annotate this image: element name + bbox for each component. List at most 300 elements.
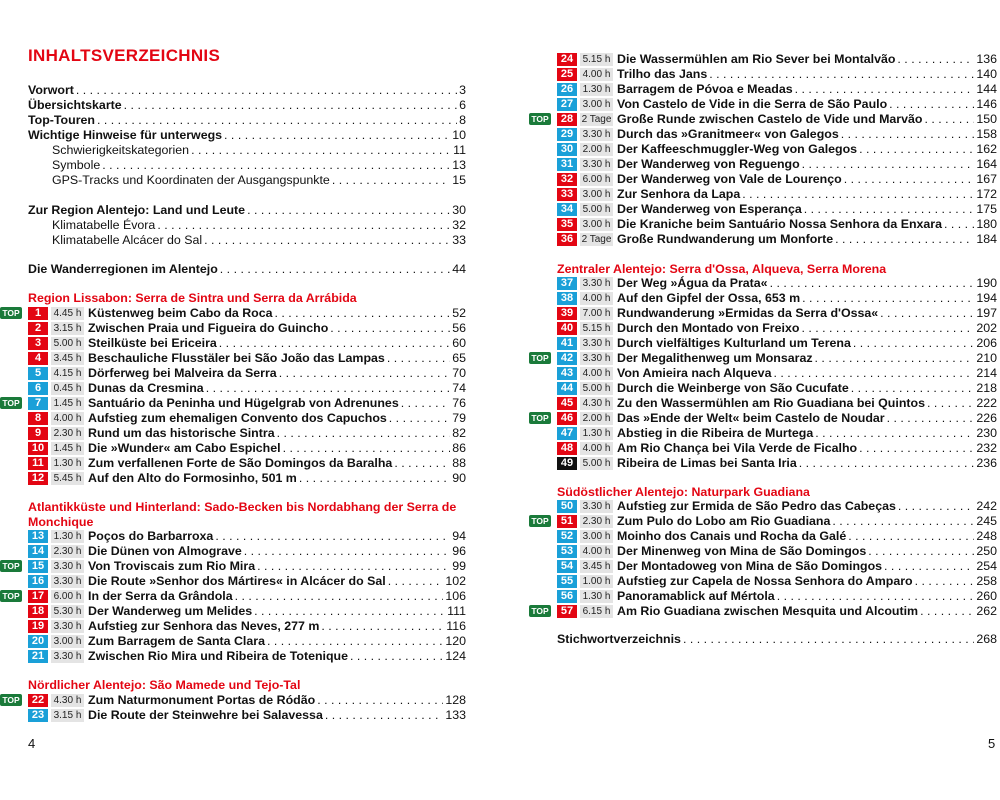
tour-title: Rund um das historische Sintra xyxy=(88,426,275,440)
dot-leader xyxy=(853,336,974,351)
tour-entry[interactable] xyxy=(28,456,466,471)
tour-entry[interactable] xyxy=(557,441,997,456)
dot-leader xyxy=(321,619,444,634)
tour-entry[interactable] xyxy=(557,411,997,426)
dot-leader xyxy=(859,441,974,456)
tour-duration: 3.30 h xyxy=(51,650,84,663)
tour-duration: 1.45 h xyxy=(51,397,84,410)
toc-entry-page: 15 xyxy=(452,173,466,187)
dot-leader xyxy=(157,218,450,233)
dot-leader xyxy=(709,67,974,82)
tour-number-badge: 37 xyxy=(557,277,577,290)
tour-page: 230 xyxy=(976,426,997,440)
tour-title: Zum Pulo do Lobo am Rio Guadiana xyxy=(617,514,831,528)
tour-entry[interactable] xyxy=(557,172,997,187)
tour-duration: 4.15 h xyxy=(51,367,84,380)
dot-leader xyxy=(247,203,450,218)
tour-number-badge: 51 xyxy=(557,515,577,528)
tour-number-badge: 21 xyxy=(28,650,48,663)
tour-number-badge: 53 xyxy=(557,545,577,558)
tour-page: 180 xyxy=(976,217,997,231)
tour-entry[interactable] xyxy=(557,202,997,217)
tour-duration: 5.00 h xyxy=(580,203,613,216)
toc-entry[interactable] xyxy=(28,98,466,113)
tour-entry[interactable] xyxy=(28,426,466,441)
tour-page: 167 xyxy=(976,172,997,186)
tour-entry[interactable] xyxy=(28,366,466,381)
tour-number-badge: 18 xyxy=(28,605,48,618)
tour-title: Auf den Gipfel der Ossa, 653 m xyxy=(617,291,801,305)
tour-duration: 4.00 h xyxy=(580,442,613,455)
tour-number-badge: 31 xyxy=(557,158,577,171)
tour-number-badge: 26 xyxy=(557,83,577,96)
dot-leader xyxy=(887,411,975,426)
dot-leader xyxy=(848,529,974,544)
tour-title: Auf den Alto do Formosinho, 501 m xyxy=(88,471,297,485)
tour-duration: 4.00 h xyxy=(580,292,613,305)
toc-entry-title: Wichtige Hinweise für unterwegs xyxy=(28,128,223,142)
tour-title: Von Troviscais zum Rio Mira xyxy=(88,559,256,573)
tour-number-badge: 48 xyxy=(557,442,577,455)
tour-duration: 4.00 h xyxy=(580,68,613,81)
dot-leader xyxy=(897,52,974,67)
tour-entry[interactable] xyxy=(557,574,997,589)
tour-number-badge: 50 xyxy=(557,500,577,513)
tour-entry[interactable] xyxy=(557,456,997,471)
tour-page: 226 xyxy=(976,411,997,425)
tour-title: Der Minenweg von Mina de São Domingos xyxy=(617,544,867,558)
dot-leader xyxy=(944,217,974,232)
tour-entry[interactable] xyxy=(28,604,466,619)
tour-duration: 2.00 h xyxy=(580,412,613,425)
toc-entry-title: Vorwort xyxy=(28,83,74,97)
tour-number-badge: 41 xyxy=(557,337,577,350)
tour-page: 106 xyxy=(445,589,466,603)
dot-leader xyxy=(841,127,975,142)
tour-page: 184 xyxy=(976,232,997,246)
tour-entry[interactable] xyxy=(557,426,997,441)
top-tour-badge: TOP xyxy=(529,605,551,617)
toc-entry[interactable] xyxy=(52,233,466,248)
dot-leader xyxy=(389,411,450,426)
dot-leader xyxy=(191,143,451,158)
tour-page: 86 xyxy=(452,441,466,455)
tour-entry[interactable] xyxy=(28,649,466,664)
tour-entry[interactable] xyxy=(28,693,466,708)
toc-entry-page: 11 xyxy=(453,143,466,157)
dot-leader xyxy=(773,366,974,381)
dot-leader xyxy=(204,233,450,248)
tour-entry[interactable] xyxy=(28,529,466,544)
tour-duration: 5.15 h xyxy=(580,322,613,335)
tour-entry[interactable] xyxy=(557,351,997,366)
tour-entry[interactable] xyxy=(28,321,466,336)
toc-entry[interactable] xyxy=(28,203,466,218)
tour-duration: 2.30 h xyxy=(51,545,84,558)
tour-number-badge: 45 xyxy=(557,397,577,410)
tour-page: 202 xyxy=(976,321,997,335)
top-tour-badge: TOP xyxy=(529,412,551,424)
dot-leader xyxy=(257,559,450,574)
tour-entry[interactable] xyxy=(557,232,997,247)
tour-number-badge: 24 xyxy=(557,53,577,66)
tour-entry[interactable] xyxy=(28,336,466,351)
tour-entry[interactable] xyxy=(557,157,997,172)
tour-title: Ribeira de Limas bei Santa Iria xyxy=(617,456,797,470)
tour-number-badge: 42 xyxy=(557,352,577,365)
toc-entry-page: 30 xyxy=(452,203,466,217)
tour-number-badge: 35 xyxy=(557,218,577,231)
dot-leader xyxy=(275,306,451,321)
tour-duration: 2.30 h xyxy=(51,427,84,440)
dot-leader xyxy=(102,158,450,173)
tour-entry[interactable] xyxy=(557,291,997,306)
tour-number-badge: 56 xyxy=(557,590,577,603)
tour-number-badge: 27 xyxy=(557,98,577,111)
dot-leader xyxy=(815,351,975,366)
tour-number-badge: 32 xyxy=(557,173,577,186)
section-heading: Südöstlicher Alentejo: Naturpark Guadiana xyxy=(557,485,810,499)
tour-number-badge: 6 xyxy=(28,382,48,395)
tour-title: Durch den Montado von Freixo xyxy=(617,321,800,335)
top-tour-badge: TOP xyxy=(0,397,22,409)
tour-page: 52 xyxy=(452,306,466,320)
dot-leader xyxy=(924,112,974,127)
dot-leader xyxy=(795,82,975,97)
tour-title: Abstieg in die Ribeira de Murtega xyxy=(617,426,814,440)
tour-duration: 3.00 h xyxy=(580,218,613,231)
tour-page: 260 xyxy=(976,589,997,603)
top-tour-badge: TOP xyxy=(0,590,22,602)
tour-title: Panoramablick auf Mértola xyxy=(617,589,775,603)
tour-duration: 6.00 h xyxy=(51,590,84,603)
tour-page: 111 xyxy=(447,604,466,618)
tour-title: Rundwanderung »Ermidas da Serra d'Ossa« xyxy=(617,306,879,320)
tour-number-badge: 52 xyxy=(557,530,577,543)
dot-leader xyxy=(394,456,450,471)
tour-page: 194 xyxy=(976,291,997,305)
tour-entry[interactable] xyxy=(557,499,997,514)
tour-page: 242 xyxy=(976,499,997,513)
tour-title: Der Weg »Água da Prata« xyxy=(617,276,768,290)
dot-leader xyxy=(124,98,457,113)
page-title: INHALTSVERZEICHNIS xyxy=(28,46,221,65)
tour-entry[interactable] xyxy=(557,217,997,232)
tour-duration: 3.00 h xyxy=(580,98,613,111)
tour-entry[interactable] xyxy=(557,381,997,396)
tour-title: Der Wanderweg von Reguengo xyxy=(617,157,800,171)
tour-number-badge: 4 xyxy=(28,352,48,365)
dot-leader xyxy=(851,381,975,396)
tour-duration: 3.00 h xyxy=(580,530,613,543)
tour-entry[interactable] xyxy=(557,127,997,142)
dot-leader xyxy=(220,262,450,277)
toc-entry-title: Symbole xyxy=(52,158,101,172)
tour-page: 236 xyxy=(976,456,997,470)
tour-title: Das »Ende der Welt« beim Castelo de Noudar xyxy=(617,411,885,425)
toc-entry-title: Die Wanderregionen im Alentejo xyxy=(28,262,218,276)
section-heading: Nördlicher Alentejo: São Mamede und Tejo-Tal xyxy=(28,678,301,692)
tour-duration: 4.30 h xyxy=(580,397,613,410)
tour-title: Zum Naturmonument Portas de Ródão xyxy=(88,693,316,707)
toc-entry-page: 13 xyxy=(452,158,466,172)
tour-duration: 5.45 h xyxy=(51,472,84,485)
tour-page: 133 xyxy=(445,708,466,722)
tour-duration: 1.45 h xyxy=(51,442,84,455)
tour-page: 232 xyxy=(976,441,997,455)
tour-title: Die Route »Senhor dos Mártires« in Alcácer do Sal xyxy=(88,574,386,588)
tour-number-badge: 1 xyxy=(28,307,48,320)
tour-duration: 3.15 h xyxy=(51,709,84,722)
tour-number-badge: 25 xyxy=(557,68,577,81)
tour-entry[interactable] xyxy=(557,336,997,351)
tour-entry[interactable] xyxy=(557,604,997,619)
tour-entry[interactable] xyxy=(557,321,997,336)
tour-title: Zum Barragem de Santa Clara xyxy=(88,634,265,648)
tour-page: 116 xyxy=(446,619,466,633)
tour-entry[interactable] xyxy=(28,708,466,723)
dot-leader xyxy=(235,589,444,604)
tour-entry[interactable] xyxy=(28,634,466,649)
tour-entry[interactable] xyxy=(557,276,997,291)
tour-number-badge: 30 xyxy=(557,143,577,156)
toc-entry[interactable] xyxy=(28,113,466,128)
tour-page: 88 xyxy=(452,456,466,470)
tour-page: 172 xyxy=(976,187,997,201)
tour-entry[interactable] xyxy=(557,112,997,127)
tour-duration: 4.00 h xyxy=(580,545,613,558)
tour-page: 136 xyxy=(976,52,997,66)
tour-duration: 3.30 h xyxy=(51,575,84,588)
tour-number-badge: 5 xyxy=(28,367,48,380)
tour-duration: 5.00 h xyxy=(580,382,613,395)
tour-title: Küstenweg beim Cabo da Roca xyxy=(88,306,273,320)
tour-duration: 3.30 h xyxy=(580,337,613,350)
tour-entry[interactable] xyxy=(557,67,997,82)
section-heading: Region Lissabon: Serra de Sintra und Serra da Arrábida xyxy=(28,291,357,305)
dot-leader xyxy=(224,128,450,143)
tour-page: 102 xyxy=(445,574,466,588)
tour-duration: 2 Tage xyxy=(581,114,612,125)
tour-entry[interactable] xyxy=(28,306,466,321)
tour-page: 144 xyxy=(976,82,997,96)
tour-entry[interactable] xyxy=(557,82,997,97)
dot-leader xyxy=(683,632,974,647)
tour-number-badge: 38 xyxy=(557,292,577,305)
tour-page: 218 xyxy=(976,381,997,395)
tour-title: Die Wassermühlen am Rio Sever bei Montalvão xyxy=(617,52,896,66)
dot-leader xyxy=(277,426,451,441)
tour-number-badge: 36 xyxy=(557,233,577,246)
dot-leader xyxy=(802,291,974,306)
tour-number-badge: 13 xyxy=(28,530,48,543)
tour-title: Große Runde zwischen Castelo de Vide und Marvão xyxy=(617,112,923,126)
toc-entry[interactable] xyxy=(52,218,466,233)
tour-page: 65 xyxy=(452,351,466,365)
tour-entry[interactable] xyxy=(28,411,466,426)
tour-entry[interactable] xyxy=(28,396,466,411)
tour-number-badge: 23 xyxy=(28,709,48,722)
tour-title: Beschauliche Flusstäler bei São João das Lampas xyxy=(88,351,385,365)
tour-number-badge: 57 xyxy=(557,605,577,618)
tour-entry[interactable] xyxy=(557,529,997,544)
dot-leader xyxy=(387,351,450,366)
page-number-left: 4 xyxy=(28,736,36,751)
tour-number-badge: 2 xyxy=(28,322,48,335)
tour-entry[interactable] xyxy=(28,471,466,486)
dot-leader xyxy=(920,604,974,619)
tour-entry[interactable] xyxy=(28,589,466,604)
dot-leader xyxy=(802,157,975,172)
tour-number-badge: 7 xyxy=(28,397,48,410)
tour-number-badge: 28 xyxy=(557,113,577,126)
tour-title: Der Montadoweg von Mina de São Domingos xyxy=(617,559,883,573)
tour-entry[interactable] xyxy=(557,559,997,574)
dot-leader xyxy=(927,396,974,411)
tour-number-badge: 14 xyxy=(28,545,48,558)
dot-leader xyxy=(254,604,445,619)
top-tour-badge: TOP xyxy=(529,352,551,364)
toc-entry-page: 3 xyxy=(459,83,466,97)
tour-entry[interactable] xyxy=(28,574,466,589)
dot-leader xyxy=(770,276,975,291)
dot-leader xyxy=(325,708,443,723)
tour-page: 214 xyxy=(976,366,997,380)
tour-duration: 1.30 h xyxy=(580,427,613,440)
tour-number-badge: 19 xyxy=(28,620,48,633)
tour-entry[interactable] xyxy=(28,544,466,559)
dot-leader xyxy=(915,574,975,589)
dot-leader xyxy=(401,396,450,411)
tour-page: 90 xyxy=(452,471,466,485)
tour-entry[interactable] xyxy=(28,619,466,634)
tour-entry[interactable] xyxy=(557,544,997,559)
tour-duration: 4.30 h xyxy=(51,694,84,707)
tour-duration: 3.45 h xyxy=(580,560,613,573)
toc-entry[interactable] xyxy=(52,173,466,188)
tour-title: Santuário da Peninha und Hügelgrab von Adrenunes xyxy=(88,396,399,410)
tour-entry[interactable] xyxy=(557,142,997,157)
tour-title: Zu den Wassermühlen am Rio Guadiana bei Quintos xyxy=(617,396,925,410)
tour-page: 56 xyxy=(452,321,466,335)
tour-page: 124 xyxy=(445,649,466,663)
tour-entry[interactable] xyxy=(557,396,997,411)
tour-number-badge: 10 xyxy=(28,442,48,455)
page-number-right: 5 xyxy=(988,736,996,751)
tour-title: Trilho das Jans xyxy=(617,67,708,81)
tour-duration: 3.30 h xyxy=(580,158,613,171)
tour-number-badge: 44 xyxy=(557,382,577,395)
tour-entry[interactable] xyxy=(28,441,466,456)
toc-entry[interactable] xyxy=(52,143,466,158)
dot-leader xyxy=(801,321,974,336)
tour-entry[interactable] xyxy=(557,187,997,202)
tour-duration: 3.30 h xyxy=(51,560,84,573)
tour-title: Dörferweg bei Malveira da Serra xyxy=(88,366,277,380)
tour-entry[interactable] xyxy=(28,559,466,574)
dot-leader xyxy=(859,142,974,157)
dot-leader xyxy=(76,83,457,98)
toc-entry-index[interactable] xyxy=(557,632,997,647)
tour-page: 262 xyxy=(976,604,997,618)
tour-duration: 4.45 h xyxy=(51,307,84,320)
tour-number-badge: 33 xyxy=(557,188,577,201)
tour-page: 175 xyxy=(976,202,997,216)
tour-duration: 0.45 h xyxy=(51,382,84,395)
tour-entry[interactable] xyxy=(28,381,466,396)
dot-leader xyxy=(244,544,450,559)
tour-duration: 3.00 h xyxy=(51,635,84,648)
tour-title: Der Wanderweg von Esperança xyxy=(617,202,802,216)
dot-leader xyxy=(206,381,451,396)
dot-leader xyxy=(880,306,974,321)
toc-entry[interactable] xyxy=(52,158,466,173)
tour-duration: 6.00 h xyxy=(580,173,613,186)
toc-entry[interactable] xyxy=(28,128,466,143)
tour-title: Zwischen Praia und Figueira do Guincho xyxy=(88,321,329,335)
dot-leader xyxy=(799,456,975,471)
toc-entry-page: 6 xyxy=(459,98,466,112)
toc-entry-title: Klimatabelle Alcácer do Sal xyxy=(52,233,203,247)
toc-entry[interactable] xyxy=(28,262,466,277)
tour-title: Zum verfallenen Forte de São Domingos da Baralha xyxy=(88,456,393,470)
dot-leader xyxy=(215,529,450,544)
tour-page: 162 xyxy=(976,142,997,156)
tour-entry[interactable] xyxy=(557,52,997,67)
tour-title: Durch das »Granitmeer« von Galegos xyxy=(617,127,839,141)
tour-duration: 1.30 h xyxy=(580,83,613,96)
tour-entry[interactable] xyxy=(557,589,997,604)
tour-duration: 4.00 h xyxy=(51,412,84,425)
tour-page: 190 xyxy=(976,276,997,290)
tour-page: 197 xyxy=(976,306,997,320)
tour-entry[interactable] xyxy=(28,351,466,366)
tour-duration: 3.30 h xyxy=(580,352,613,365)
toc-entry-title: GPS-Tracks und Koordinaten der Ausgangspunkte xyxy=(52,173,330,187)
tour-entry[interactable] xyxy=(557,97,997,112)
dot-leader xyxy=(742,187,974,202)
toc-entry-title: Zur Region Alentejo: Land und Leute xyxy=(28,203,246,217)
section-heading: Zentraler Alentejo: Serra d'Ossa, Alqueva, Serra Morena xyxy=(557,262,887,276)
tour-page: 76 xyxy=(452,396,466,410)
toc-entry-page: 33 xyxy=(452,233,466,247)
tour-page: 94 xyxy=(452,529,466,543)
tour-duration: 2.00 h xyxy=(580,143,613,156)
tour-number-badge: 43 xyxy=(557,367,577,380)
tour-duration: 1.30 h xyxy=(580,590,613,603)
tour-duration: 2 Tage xyxy=(581,234,612,245)
tour-duration: 5.00 h xyxy=(51,337,84,350)
tour-title: Aufstieg zur Capela de Nossa Senhora do Amparo xyxy=(617,574,913,588)
tour-title: Zur Senhora da Lapa xyxy=(617,187,741,201)
tour-entry[interactable] xyxy=(557,366,997,381)
tour-page: 140 xyxy=(976,67,997,81)
tour-entry[interactable] xyxy=(557,306,997,321)
toc-entry-page: 268 xyxy=(976,632,997,646)
tour-number-badge: 47 xyxy=(557,427,577,440)
tour-title: Der Kaffeeschmuggler-Weg von Galegos xyxy=(617,142,858,156)
tour-number-badge: 9 xyxy=(28,427,48,440)
tour-duration: 5.30 h xyxy=(51,605,84,618)
tour-title: Von Castelo de Vide in die Serra de São Paulo xyxy=(617,97,888,111)
tour-page: 99 xyxy=(452,559,466,573)
tour-duration: 3.30 h xyxy=(580,277,613,290)
dot-leader xyxy=(815,426,974,441)
toc-entry-page: 8 xyxy=(459,113,466,127)
tour-entry[interactable] xyxy=(557,514,997,529)
tour-title: Poços do Barbarroxa xyxy=(88,529,214,543)
toc-entry[interactable] xyxy=(28,83,466,98)
